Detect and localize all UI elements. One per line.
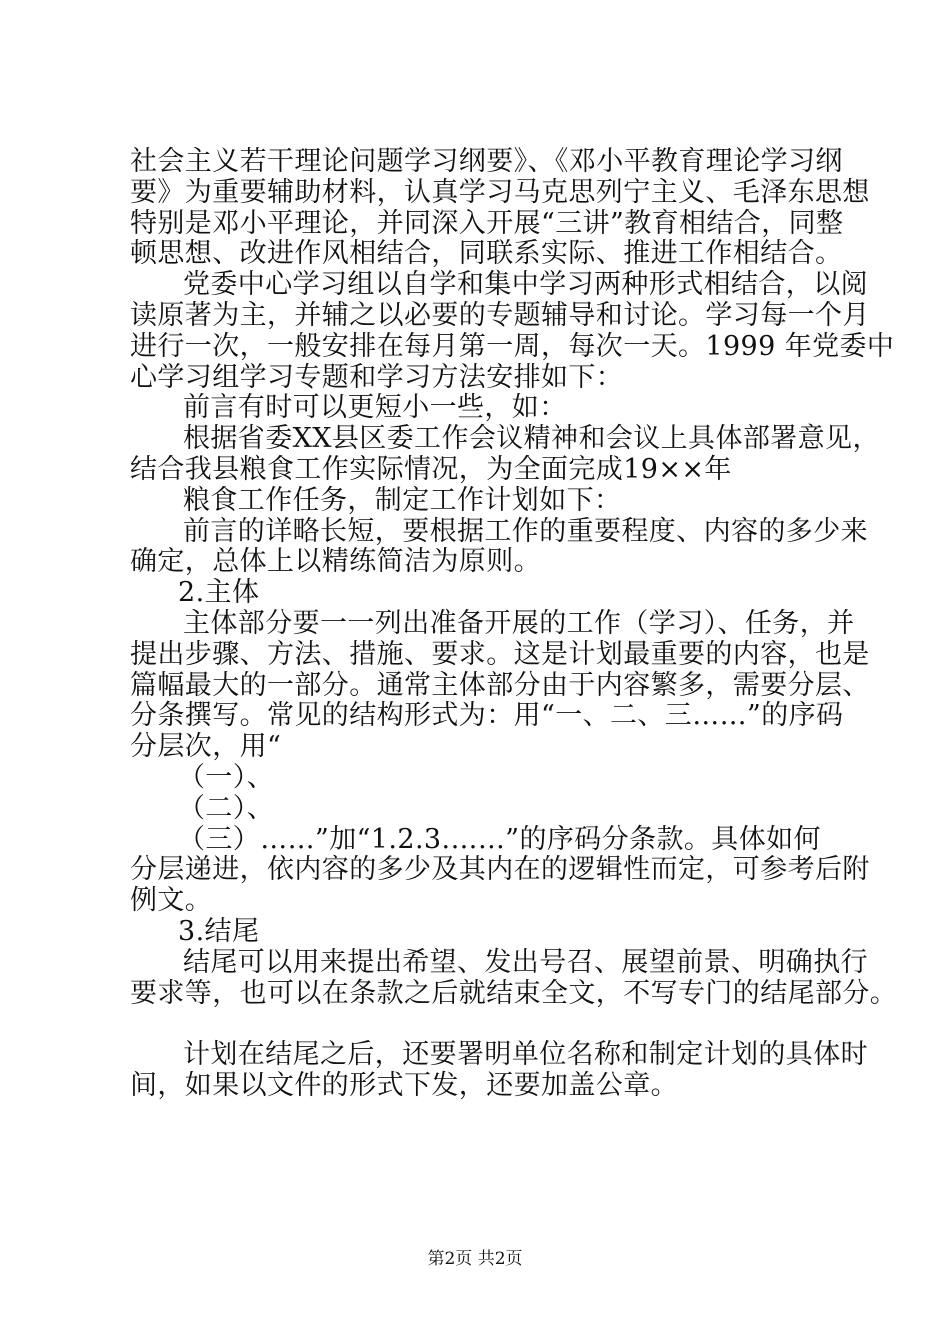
text-line: 例文。 <box>130 885 213 917</box>
text-line: 读原著为主，并辅之以必要的专题辅导和讨论。学习每一个月 <box>130 299 870 331</box>
paragraph-start: 主体部分要一一列出准备开展的工作（学习）、任务，并 <box>183 607 855 639</box>
text-line: 分条撰写。常见的结构形式为：用“一、二、三……”的序码 <box>130 700 844 732</box>
paragraph-start: 前言有时可以更短小一些，如： <box>183 392 567 424</box>
section-heading: 3.结尾 <box>178 915 260 947</box>
text-line: 间，如果以文件的形式下发，还要加盖公章。 <box>130 1069 678 1101</box>
text-line: 社会主义若干理论问题学习纲要》、《邓小平教育理论学习纲 <box>130 146 843 177</box>
text-line: 确定，总体上以精练简洁为原则。 <box>130 546 541 578</box>
paragraph-start: 结尾可以用来提出希望、发出号召、展望前景、明确执行 <box>183 946 868 978</box>
text-line: 分层递进，依内容的多少及其内在的逻辑性而定，可参考后附 <box>130 854 870 886</box>
list-marker: （一）、 <box>178 761 275 793</box>
text-line: 篇幅最大的一部分。通常主体部分由于内容繁多，需要分层、 <box>130 669 870 701</box>
list-marker: （二）、 <box>178 792 275 824</box>
text-line: 提出步骤、方法、措施、要求。这是计划最重要的内容，也是 <box>130 638 870 670</box>
paragraph-start: 根据省委XX县区委工作会议精神和会议上具体部署意见， <box>183 423 880 455</box>
text-line: 心学习组学习专题和学习方法安排如下： <box>130 361 624 393</box>
section-heading: 2.主体 <box>178 577 260 609</box>
list-marker: （三）……”加“1.2.3.……”的序码分条款。具体如何 <box>178 823 821 855</box>
text-line: 进行一次，一般安排在每月第一周，每次一天。1999 年党委中 <box>130 330 895 362</box>
text-line: 分层次，用“ <box>130 731 282 763</box>
paragraph-start: 党委中心学习组以自学和集中学习两种形式相结合，以阅 <box>183 269 868 301</box>
document-body <box>130 146 898 1102</box>
paragraph-start: 前言的详略长短，要根据工作的重要程度、内容的多少来 <box>183 515 868 547</box>
blank-line <box>130 1009 830 1040</box>
text-line: 顿思想、改进作风相结合，同联系实际、推进工作相结合。 <box>130 238 843 270</box>
text-line: 要求等，也可以在条款之后就结束全文，不写专门的结尾部分。 <box>130 977 898 1009</box>
paragraph-start: 计划在结尾之后，还要署明单位名称和制定计划的具体时 <box>183 1039 868 1071</box>
paragraph-start: 粮食工作任务，制定工作计划如下： <box>183 484 622 516</box>
text-line: 特别是邓小平理论，并同深入开展“三讲”教育相结合，同整 <box>130 207 844 239</box>
text-line: 要》为重要辅助材料，认真学习马克思列宁主义、毛泽东思想 <box>130 176 870 208</box>
text-line: 结合我县粮食工作实际情况，为全面完成19××年 <box>130 453 732 485</box>
page-footer: 第2页 共2页 <box>427 1249 523 1269</box>
